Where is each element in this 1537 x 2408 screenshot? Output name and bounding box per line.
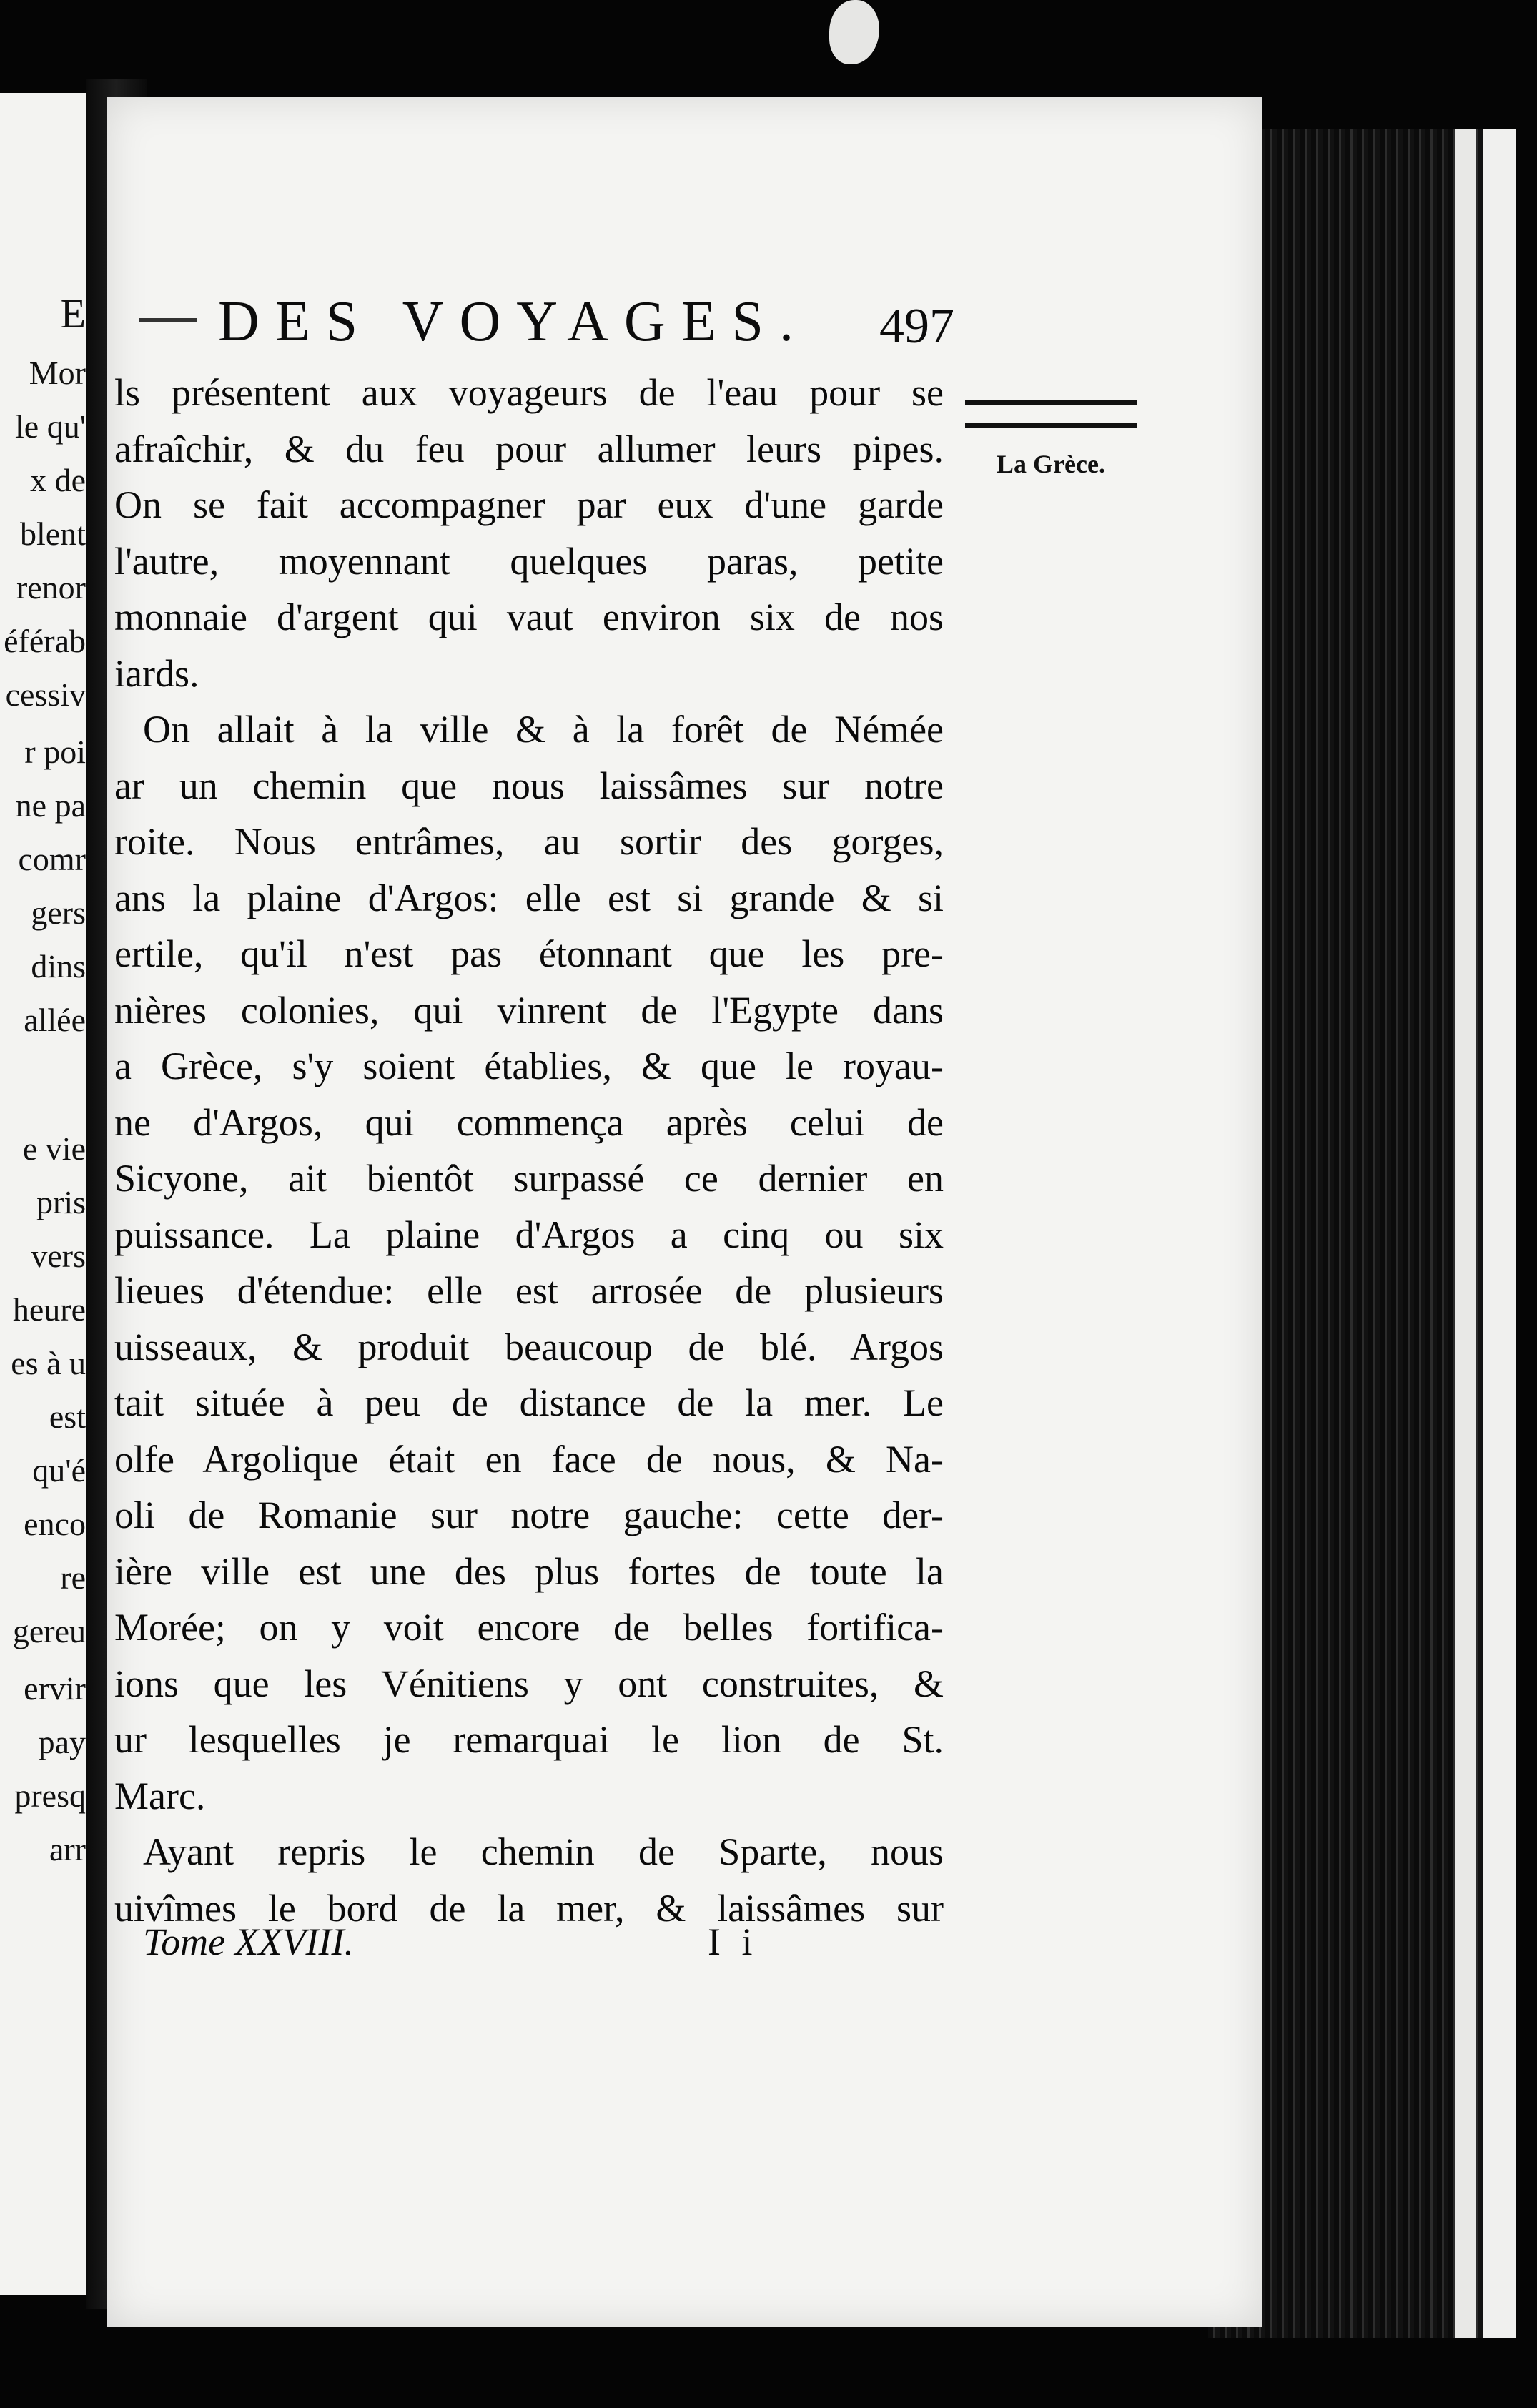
text-line: ar un chemin que nous laissâmes sur notre xyxy=(114,764,944,807)
facing-page-fragment: es à u xyxy=(11,1345,86,1381)
facing-page-fragment: presq xyxy=(14,1777,86,1814)
facing-page-fragment: pay xyxy=(38,1724,86,1760)
text-line: uivîmes le bord de la mer, & laissâmes sur xyxy=(114,1886,944,1930)
text-line: lieues d'étendue: elle est arrosée de plusieurs xyxy=(114,1269,944,1312)
text-line: tait située à peu de distance de la mer. Le xyxy=(114,1381,944,1424)
facing-page-fragment: r poi xyxy=(24,734,86,770)
volume-signature: Tome XXVIII. xyxy=(143,1920,354,1963)
scan-stain xyxy=(829,0,879,64)
page-edge-sheet xyxy=(1483,129,1516,2338)
running-title: DES VOYAGES. xyxy=(218,290,810,353)
page-number: 497 xyxy=(879,299,954,354)
header-rule xyxy=(139,318,197,322)
facing-page-fragment: ne pa xyxy=(15,787,86,824)
facing-page-fragment: éférab xyxy=(4,623,86,659)
body-text xyxy=(114,365,944,1936)
facing-page xyxy=(0,93,86,2295)
text-line: Sicyone, ait bientôt surpassé ce dernier en xyxy=(114,1157,944,1200)
text-line: On se fait accompagner par eux d'une garde xyxy=(114,483,944,526)
text-line: l'autre, moyennant quelques paras, petite xyxy=(114,539,944,583)
text-line: Morée; on y voit encore de belles fortifica- xyxy=(114,1606,944,1649)
facing-page-fragment: renor xyxy=(16,569,86,606)
facing-page-fragment: heure xyxy=(12,1291,86,1328)
facing-page-fragment: gereu xyxy=(12,1613,86,1649)
text-line: iards. xyxy=(114,651,199,695)
text-line: ions que les Vénitiens y ont construites, & xyxy=(114,1662,944,1705)
text-line: nières colonies, qui vinrent de l'Egypte dans xyxy=(114,988,944,1032)
text-line: ertile, qu'il n'est pas étonnant que les pre- xyxy=(114,932,944,975)
text-line: ans la plaine d'Argos: elle est si grande & si xyxy=(114,876,944,919)
facing-page-fragment: dins xyxy=(31,948,86,985)
facing-page-fragment: x de xyxy=(30,462,86,498)
margin-note xyxy=(965,400,1137,479)
text-line: uisseaux, & produit beaucoup de blé. Argos xyxy=(114,1325,944,1368)
facing-page-fragment: comr xyxy=(18,841,86,877)
text-line: oli de Romanie sur notre gauche: cette der- xyxy=(114,1494,944,1536)
facing-page-fragment: gers xyxy=(31,894,86,931)
text-line: roite. Nous entrâmes, au sortir des gorges, xyxy=(114,820,944,863)
text-line: Ayant repris le chemin de Sparte, nous xyxy=(143,1830,944,1873)
text-line: monnaie d'argent qui vaut environ six de nos xyxy=(114,596,944,638)
facing-page-fragment: ervir xyxy=(24,1670,86,1707)
running-header xyxy=(218,290,954,368)
text-line: On allait à la ville & à la forêt de Némée xyxy=(143,708,944,751)
facing-page-fragment: le qu' xyxy=(15,408,86,445)
facing-page-fragment: arr xyxy=(49,1831,86,1867)
facing-page-fragment: cessiv xyxy=(5,676,86,713)
text-line: ne d'Argos, qui commença après celui de xyxy=(114,1100,944,1144)
facing-page-fragment: allée xyxy=(24,1002,86,1038)
facing-page-fragment: pris xyxy=(36,1184,86,1220)
facing-page-fragment: qu'é xyxy=(32,1452,86,1489)
text-line: Marc. xyxy=(114,1774,206,1817)
page-edge-sheet xyxy=(1455,129,1476,2338)
text-line: puissance. La plaine d'Argos a cinq ou six xyxy=(114,1213,944,1256)
facing-page-fragment: e vie xyxy=(22,1130,86,1167)
text-line: ur lesquelles je remarquai le lion de St. xyxy=(114,1718,944,1761)
text-line: a Grèce, s'y soient établies, & que le royau- xyxy=(114,1045,944,1087)
text-line: ls présentent aux voyageurs de l'eau pour se xyxy=(114,371,944,414)
facing-page-fragment: blent xyxy=(20,515,86,552)
gathering-mark: I i xyxy=(708,1920,758,1963)
facing-page-fragment: E xyxy=(60,290,86,337)
page-footer xyxy=(143,1920,929,1977)
facing-page-fragment: enco xyxy=(24,1506,86,1542)
facing-page-fragment: re xyxy=(60,1559,86,1596)
text-line: afraîchir, & du feu pour allumer leurs pipes. xyxy=(114,427,944,470)
facing-page-fragment: Mor xyxy=(29,355,86,391)
text-line: ière ville est une des plus fortes de toute la xyxy=(114,1549,944,1593)
margin-note-rule xyxy=(965,400,1137,428)
facing-page-fragment: est xyxy=(49,1398,86,1435)
margin-note-text: La Grèce. xyxy=(997,450,1105,478)
text-line: olfe Argolique était en face de nous, & Na- xyxy=(114,1437,944,1481)
facing-page-fragment: vers xyxy=(31,1238,86,1274)
